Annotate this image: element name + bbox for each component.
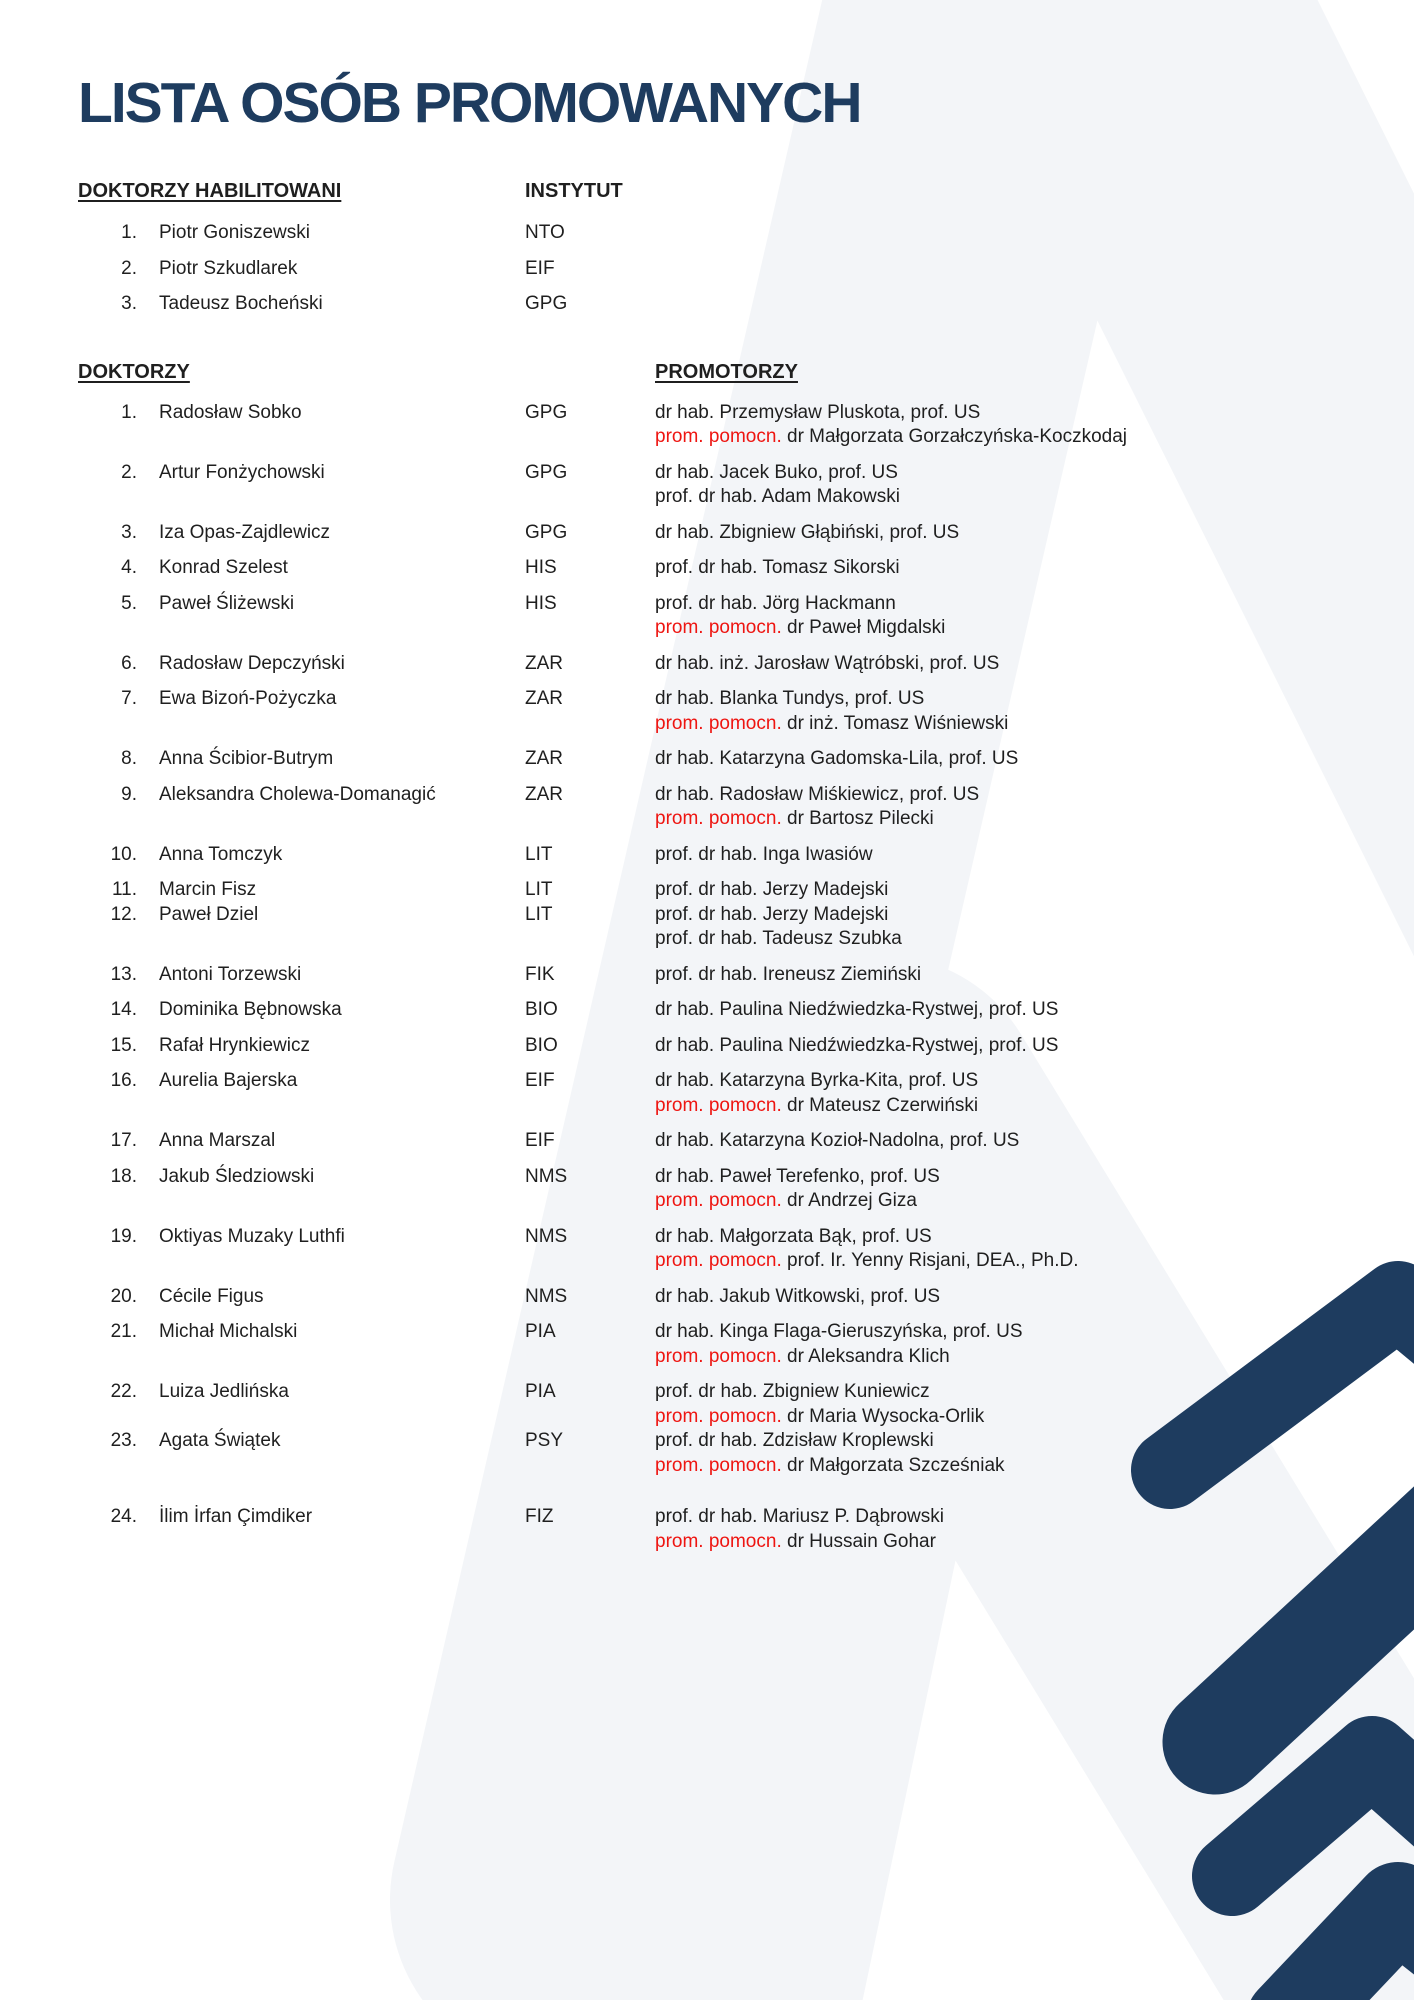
promoter-line: prom. pomocn. dr Hussain Gohar — [655, 1530, 936, 1552]
promoter-cell — [655, 783, 1414, 832]
promoter-line: dr hab. Paweł Terefenko, prof. US — [655, 1165, 940, 1187]
person-name: Iza Opas-Zajdlewicz — [159, 521, 331, 543]
page-title: LISTA OSÓB PROMOWANYCH — [78, 71, 861, 135]
entry-number: 2. — [121, 257, 137, 279]
entry-number: 20. — [110, 1285, 137, 1307]
promoter-line: prom. pomocn. dr Andrzej Giza — [655, 1190, 917, 1211]
list-item — [78, 998, 1414, 1023]
entry-number: 12. — [110, 903, 137, 925]
prom-pomocn-label: prom. pomocn. — [655, 1094, 787, 1116]
person-name: Radosław Sobko — [159, 401, 302, 423]
person-name: Antoni Torzewski — [159, 963, 302, 985]
prom-pomocn-label: prom. pomocn. — [655, 712, 787, 734]
entry-number: 23. — [110, 1430, 137, 1451]
promoter-cell — [655, 521, 1414, 546]
institute-code: EIF — [525, 1070, 555, 1091]
institute-code: FIK — [525, 963, 555, 985]
promoter-cell — [655, 1165, 1414, 1214]
institute-code: GPG — [525, 521, 568, 543]
promoter-line: prof. dr hab. Ireneusz Ziemiński — [655, 963, 922, 985]
prom-pomocn-label: prom. pomocn. — [655, 808, 787, 829]
list-item — [78, 1225, 1414, 1274]
institute-code: HIS — [525, 592, 557, 614]
promoter-line: dr hab. Jakub Witkowski, prof. US — [655, 1285, 941, 1307]
institute-code: EIF — [525, 1130, 555, 1151]
promoter-cell — [655, 1505, 1414, 1554]
list-item — [78, 1165, 1414, 1214]
person-name: Jakub Śledziowski — [159, 1165, 315, 1187]
prom-pomocn-label: prom. pomocn. — [655, 617, 787, 638]
list-item — [78, 1069, 1414, 1118]
entry-number: 15. — [110, 1034, 137, 1056]
entry-number: 18. — [110, 1165, 137, 1187]
promoter-cell — [655, 878, 1414, 903]
entry-number: 4. — [121, 557, 137, 578]
promoter-cell — [655, 1320, 1414, 1369]
list-item — [78, 521, 1414, 546]
list-item — [78, 878, 1414, 903]
promoter-cell — [655, 556, 1414, 581]
prom-pomocn-label: prom. pomocn. — [655, 1405, 787, 1427]
person-name: Michał Michalski — [159, 1321, 298, 1342]
entry-number: 3. — [121, 521, 137, 543]
entry-number: 1. — [121, 401, 137, 423]
person-name: Dominika Bębnowska — [159, 999, 342, 1020]
prom-pomocn-label: prom. pomocn. — [655, 1530, 787, 1552]
person-name: Piotr Szkudlarek — [159, 257, 298, 279]
section-doktorzy — [78, 361, 1414, 1555]
list-item — [78, 1429, 1414, 1478]
institute-column-header: INSTYTUT — [525, 180, 623, 202]
list-item — [78, 687, 1414, 736]
navy-chevron-2 — [1215, 1520, 1414, 1760]
navy-chevron-4 — [1290, 1906, 1414, 2000]
institute-code: NTO — [525, 222, 565, 243]
list-item — [78, 1129, 1414, 1154]
institute-code: FIZ — [525, 1506, 554, 1527]
habilitowani-header-left: DOKTORZY HABILITOWANI — [78, 180, 342, 202]
institute-code: PIA — [525, 1321, 556, 1342]
list-item — [78, 592, 1414, 641]
institute-code: PIA — [525, 1381, 556, 1402]
promoter-line: dr hab. Paulina Niedźwiedzka-Rystwej, prof. US — [655, 1034, 1059, 1056]
habilitowani-header — [78, 180, 1414, 206]
list-item — [78, 461, 1414, 510]
promoter-cell — [655, 592, 1414, 641]
entry-number: 9. — [121, 783, 137, 805]
promoter-cell — [655, 843, 1414, 868]
institute-code: NMS — [525, 1165, 568, 1187]
person-name: Paweł Śliżewski — [159, 592, 295, 614]
entry-number: 6. — [121, 652, 137, 674]
promoter-line: prof. dr hab. Zdzisław Kroplewski — [655, 1430, 934, 1451]
promoter-cell — [655, 687, 1414, 736]
promoter-line: dr hab. Katarzyna Kozioł-Nadolna, prof. US — [655, 1130, 1020, 1151]
person-name: Oktiyas Muzaky Luthfi — [159, 1225, 345, 1247]
promoter-line: prom. pomocn. dr Małgorzata Szcześniak — [655, 1454, 1005, 1476]
entry-number: 5. — [121, 592, 137, 614]
promoter-cell — [655, 903, 1414, 952]
entry-number: 13. — [110, 963, 137, 985]
entry-number: 17. — [110, 1130, 137, 1151]
entry-number: 10. — [110, 843, 137, 865]
list-item — [78, 843, 1414, 868]
promoter-cell — [655, 1034, 1414, 1059]
person-name: Ewa Bizoń-Pożyczka — [159, 688, 337, 709]
habilitowani-list — [78, 221, 1414, 317]
institute-code: PSY — [525, 1430, 564, 1451]
promoter-cell — [655, 1429, 1414, 1478]
institute-code: BIO — [525, 1034, 558, 1056]
list-item — [78, 401, 1414, 450]
institute-code: LIT — [525, 843, 553, 865]
promoter-line: prom. pomocn. dr Bartosz Pilecki — [655, 808, 934, 829]
person-name: Paweł Dziel — [159, 903, 259, 925]
person-name: Radosław Depczyński — [159, 652, 345, 674]
institute-code: ZAR — [525, 652, 563, 674]
list-item — [78, 221, 1414, 246]
list-item — [78, 1505, 1414, 1554]
list-item — [78, 1320, 1414, 1369]
promoter-line: prom. pomocn. dr Mateusz Czerwiński — [655, 1094, 979, 1116]
entry-number: 1. — [121, 222, 137, 243]
person-name: Aurelia Bajerska — [159, 1070, 298, 1091]
promoter-line: prof. dr hab. Inga Iwasiów — [655, 843, 873, 865]
person-name: Cécile Figus — [159, 1285, 264, 1307]
promoter-cell — [655, 257, 1414, 282]
person-name: Konrad Szelest — [159, 557, 288, 578]
list-item — [78, 257, 1414, 282]
promoter-line: dr hab. Blanka Tundys, prof. US — [655, 688, 925, 709]
promoter-line: dr hab. Przemysław Pluskota, prof. US — [655, 401, 981, 423]
institute-code: GPG — [525, 461, 568, 483]
promoter-cell — [655, 747, 1414, 772]
promoter-cell — [655, 652, 1414, 677]
promoter-line: prom. pomocn. dr Maria Wysocka-Orlik — [655, 1405, 985, 1427]
person-name: Rafał Hrynkiewicz — [159, 1034, 310, 1056]
entry-number: 24. — [110, 1506, 137, 1527]
entry-number: 16. — [110, 1070, 137, 1091]
promoter-line: prom. pomocn. dr Paweł Migdalski — [655, 617, 946, 638]
list-item — [78, 783, 1414, 832]
list-item — [78, 747, 1414, 772]
promoter-line: dr hab. Katarzyna Gadomska-Lila, prof. US — [655, 748, 1019, 769]
list-item — [78, 1034, 1414, 1059]
promoter-cell — [655, 998, 1414, 1023]
promoter-line: prof. dr hab. Adam Makowski — [655, 486, 900, 507]
promoter-line: dr hab. Paulina Niedźwiedzka-Rystwej, prof. US — [655, 999, 1059, 1020]
promoter-line: prof. dr hab. Tadeusz Szubka — [655, 928, 902, 949]
prom-pomocn-label: prom. pomocn. — [655, 1345, 787, 1367]
person-name: Artur Fonżychowski — [159, 461, 325, 483]
institute-code: LIT — [525, 903, 553, 925]
promoter-line: prom. pomocn. dr Aleksandra Klich — [655, 1345, 950, 1367]
list-item — [78, 963, 1414, 988]
doktorzy-list — [78, 401, 1414, 1555]
list-item — [78, 1285, 1414, 1310]
doktorzy-header-left: DOKTORZY — [78, 360, 190, 383]
promoter-line: dr hab. Kinga Flaga-Gieruszyńska, prof. US — [655, 1321, 1023, 1342]
list-item — [78, 652, 1414, 677]
entry-number: 14. — [110, 999, 137, 1020]
promoter-line: dr hab. Zbigniew Głąbiński, prof. US — [655, 521, 960, 543]
person-name: Agata Świątek — [159, 1430, 281, 1451]
person-name: Anna Marszal — [159, 1130, 276, 1151]
list-item — [78, 292, 1414, 317]
promoter-line: dr hab. Jacek Buko, prof. US — [655, 461, 898, 483]
promoter-line: prof. dr hab. Tomasz Sikorski — [655, 557, 900, 578]
promoter-cell — [655, 1069, 1414, 1118]
promoter-cell — [655, 963, 1414, 988]
promoter-line: prom. pomocn. dr Małgorzata Gorzałczyńska-Koczkodaj — [655, 426, 1128, 447]
person-name: Anna Tomczyk — [159, 843, 283, 865]
promoter-line: prom. pomocn. prof. Ir. Yenny Risjani, DEA., Ph.D. — [655, 1250, 1079, 1271]
promoter-line: dr hab. Małgorzata Bąk, prof. US — [655, 1225, 932, 1247]
navy-chevron-3 — [1232, 1756, 1414, 1940]
institute-code: GPG — [525, 293, 568, 314]
person-name: Marcin Fisz — [159, 879, 257, 900]
promoter-line: prof. dr hab. Jerzy Madejski — [655, 903, 889, 925]
section-doktorzy-habilitowani — [78, 180, 1414, 317]
prom-pomocn-label: prom. pomocn. — [655, 1454, 787, 1476]
entry-number: 19. — [110, 1225, 137, 1247]
promoter-line: prof. dr hab. Mariusz P. Dąbrowski — [655, 1506, 944, 1527]
entry-number: 8. — [121, 748, 137, 769]
prom-pomocn-label: prom. pomocn. — [655, 1250, 787, 1271]
entry-number: 22. — [110, 1381, 137, 1402]
institute-code: NMS — [525, 1285, 568, 1307]
promoter-line: prof. dr hab. Jerzy Madejski — [655, 879, 889, 900]
person-name: Luiza Jedlińska — [159, 1381, 289, 1402]
institute-code: LIT — [525, 879, 553, 900]
person-name: Piotr Goniszewski — [159, 222, 310, 243]
promoter-line: dr hab. Katarzyna Byrka-Kita, prof. US — [655, 1070, 979, 1091]
person-name: Anna Ścibior-Butrym — [159, 748, 334, 769]
person-name: İlim İrfan Çimdiker — [159, 1506, 313, 1527]
institute-code: NMS — [525, 1225, 568, 1247]
prom-pomocn-label: prom. pomocn. — [655, 426, 787, 447]
institute-code: GPG — [525, 401, 568, 423]
promoter-cell — [655, 401, 1414, 450]
institute-code: ZAR — [525, 688, 563, 709]
promoter-line: dr hab. inż. Jarosław Wątróbski, prof. US — [655, 652, 1000, 674]
institute-code: HIS — [525, 557, 557, 578]
promoter-cell — [655, 221, 1414, 246]
entry-number: 7. — [121, 688, 137, 709]
promoter-cell — [655, 461, 1414, 510]
list-item — [78, 1380, 1414, 1429]
list-item — [78, 556, 1414, 581]
institute-code: EIF — [525, 257, 555, 279]
promoter-cell — [655, 1285, 1414, 1310]
entry-number: 3. — [121, 293, 137, 314]
entry-number: 2. — [121, 461, 137, 483]
promoter-column-header: PROMOTORZY — [655, 360, 798, 383]
promoter-cell — [655, 1380, 1414, 1429]
person-name: Aleksandra Cholewa-Domanagić — [159, 783, 436, 805]
entry-number: 11. — [111, 879, 137, 900]
institute-code: ZAR — [525, 783, 563, 805]
prom-pomocn-label: prom. pomocn. — [655, 1190, 787, 1211]
promoter-cell — [655, 1225, 1414, 1274]
person-name: Tadeusz Bocheński — [159, 293, 323, 314]
promoter-line: prom. pomocn. dr inż. Tomasz Wiśniewski — [655, 712, 1009, 734]
promoter-cell — [655, 292, 1414, 317]
promoter-line: dr hab. Radosław Miśkiewicz, prof. US — [655, 783, 980, 805]
institute-code: ZAR — [525, 748, 563, 769]
promoter-line: prof. dr hab. Zbigniew Kuniewicz — [655, 1381, 930, 1402]
entry-number: 21. — [110, 1321, 137, 1342]
list-item — [78, 903, 1414, 952]
promoter-cell — [655, 1129, 1414, 1154]
promoter-line: prof. dr hab. Jörg Hackmann — [655, 592, 896, 614]
doktorzy-header — [78, 361, 1414, 387]
institute-code: BIO — [525, 999, 558, 1020]
